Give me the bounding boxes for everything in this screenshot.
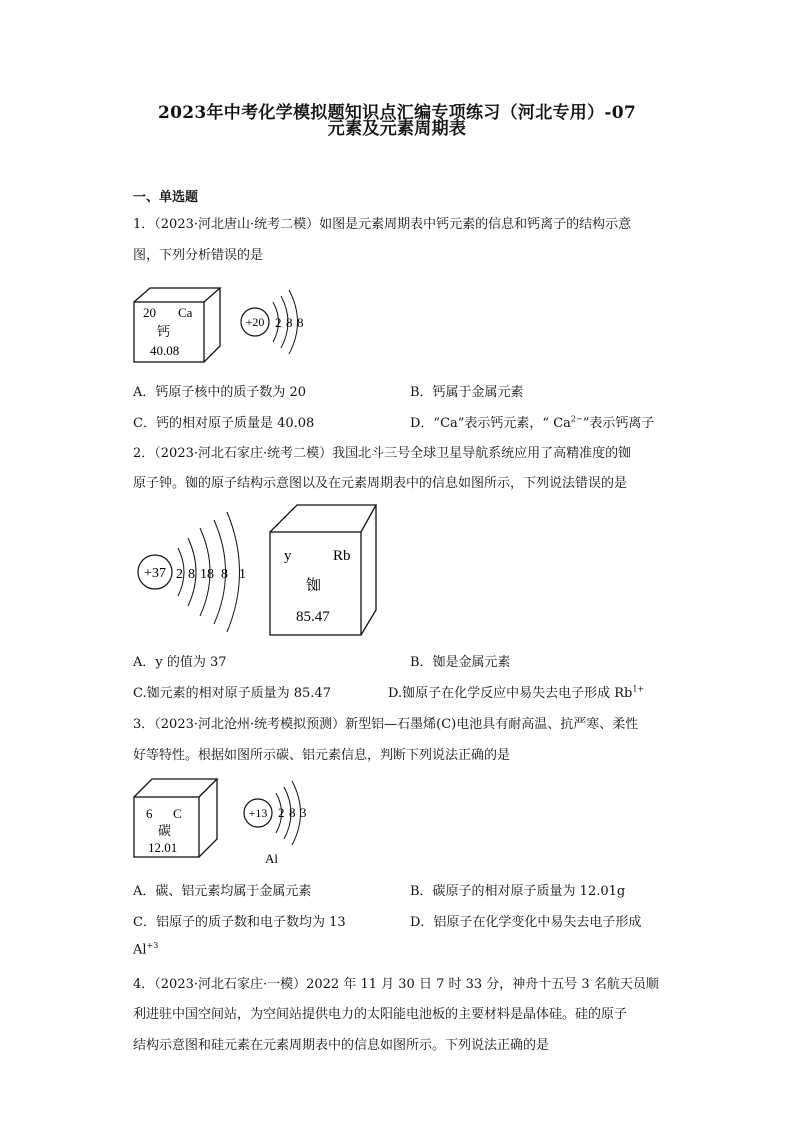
q2-cell-mass: 85.47 [296,609,330,625]
q1-nucleus-charge: +20 [245,315,265,329]
q1-figure [130,280,320,365]
q3-figure [130,773,330,869]
q3-option-a: A．碳、铝元素均属于金属元素 [133,884,312,899]
q1-stem-line2: 图，下列分析错误的是 [133,248,264,263]
q4-stem-line2: 利进驻中国空间站，为空间站提供电力的太阳能电池板的主要材料是晶体硅。硅的原子 [133,1007,628,1022]
q3-option-d-charge: +3 [146,941,159,950]
q2-figure [130,498,380,640]
q3-option-b: B．碳原子的相对原子质量为 12.01g [410,884,626,899]
section-heading: 一、单选题 [133,190,199,205]
q3-stem-line2: 好等特性。根据如图所示碳、铝元素信息，判断下列说法正确的是 [133,748,511,763]
q3-atom-diagram [244,781,307,866]
q2-shell-count-4: 8 [221,567,228,582]
q1-shell-count-3: 8 [297,315,304,330]
q2-cell-symbol: Rb [333,548,351,564]
q1-option-a: A．钙原子核中的质子数为 20 [133,385,307,400]
q1-option-d-text: D．“Ca”表示钙元素，“ Ca [410,416,571,431]
q3-option-d-continued [133,941,158,957]
q3-shell-count-3: 3 [300,805,307,820]
q1-cell-mass: 40.08 [150,343,180,358]
q4-stem-line1: 4．（2023·河北石家庄·一模）2022 年 11 月 30 日 7 时 33 分，神舟十五号 3 名航天员顺 [133,977,659,992]
q1-ion-diagram [241,290,304,354]
q3-option-c: C．铝原子的质子数和电子数均为 13 [133,915,346,930]
q2-cell-number: y [284,548,292,564]
q3-stem-line1: 3．（2023·河北沧州·统考模拟预测）新型铝—石墨烯(C)电池具有耐高温、抗严寒、柔性 [133,717,639,732]
q2-stem-line2: 原子钟。铷的原子结构示意图以及在元素周期表中的信息如图所示，下列说法错误的是 [133,476,628,491]
q2-atom-diagram [138,512,246,632]
q2-shell-count-2: 8 [188,567,195,582]
q3-atom-label: Al [265,851,278,866]
q3-cell-mass: 12.01 [148,840,178,855]
q2-option-a: A．y 的值为 37 [133,655,227,670]
q2-option-b: B．铷是金属元素 [410,655,511,670]
q1-cell-symbol: Ca [178,305,193,320]
q2-option-c: C.铷元素的相对原子质量为 85.47 [133,686,331,701]
q3-option-d: D．铝原子在化学变化中易失去电子形成 [410,915,642,930]
q3-shell-count-1: 2 [278,805,285,820]
q2-shell-count-3: 18 [200,567,214,582]
q3-shell-count-2: 8 [289,805,296,820]
document-title-line1: 2023年中考化学模拟题知识点汇编专项练习（河北专用）-07 [157,103,637,123]
q1-shell-count-2: 8 [286,315,293,330]
q3-cell-symbol: C [173,806,182,821]
q1-cell-name: 钙 [157,324,171,339]
q3-option-d-ion: Al [133,942,147,958]
q3-nucleus-charge: +13 [248,806,268,820]
q1-option-b: B．钙属于金属元素 [410,385,524,400]
q2-option-d-charge: 1+ [632,684,645,694]
q2-nucleus-charge: +37 [144,566,166,581]
q1-shell-count-1: 2 [275,315,282,330]
q2-stem-line1: 2．（2023·河北石家庄·统考二模）我国北斗三号全球卫星导航系统应用了高精准度的铷 [133,446,632,461]
q2-shell-count-5: 1 [239,567,246,582]
q1-option-c: C．钙的相对原子质量是 40.08 [133,416,315,431]
q2-option-d [388,682,644,701]
q2-cell-name: 铷 [306,578,322,594]
q3-cell-name: 碳 [158,823,172,838]
q3-cell-number: 6 [146,806,153,821]
document-title-line2: 元素及元素周期表 [327,119,467,139]
q1-stem-line1: 1．（2023·河北唐山·统考二模）如图是元素周期表中钙元素的信息和钙离子的结构示意 [133,217,632,232]
q1-option-d [410,412,654,431]
q1-option-d-tail: ”表示钙离子 [582,416,655,431]
q2-shell-arc-5 [227,512,240,632]
q2-option-d-text: D.铷原子在化学反应中易失去电子形成 Rb [388,686,633,701]
q1-option-d-charge: 2− [570,414,583,424]
q2-shell-count-1: 2 [176,567,183,582]
q1-cell-number: 20 [143,305,156,320]
q4-stem-line3: 结构示意图和硅元素在元素周期表中的信息如图所示。下列说法正确的是 [133,1038,550,1053]
